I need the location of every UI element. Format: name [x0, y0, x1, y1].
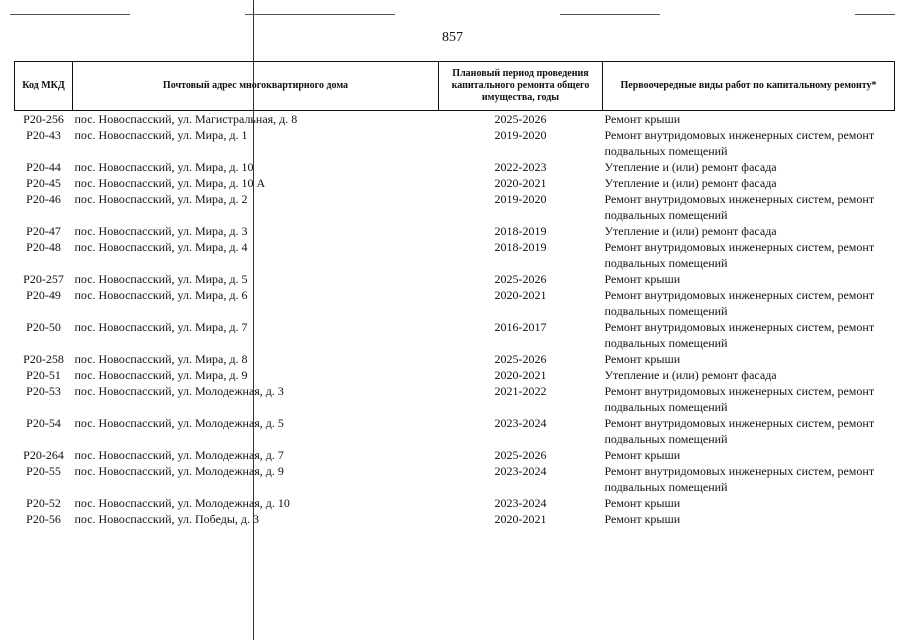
cell-works: Утепление и (или) ремонт фасада [604, 368, 777, 382]
cell-address: пос. Новоспасский, ул. Мира, д. 7 [74, 320, 248, 334]
cell-address: пос. Новоспасский, ул. Молодежная, д. 3 [74, 384, 284, 398]
scan-artifact-dash [560, 14, 660, 15]
cell-code: Р20-48 [26, 240, 61, 254]
cell-works: Ремонт внутридомовых инженерных систем, ремонт подвальных помещений [604, 416, 875, 446]
header-period: Плановый период проведения капитального ремонта общего имущества, годы [439, 62, 603, 111]
table-row [15, 463, 895, 495]
cell-address: пос. Новоспасский, ул. Мира, д. 9 [74, 368, 248, 382]
table-row [15, 127, 895, 159]
cell-works: Утепление и (или) ремонт фасада [604, 160, 777, 174]
cell-code: Р20-50 [26, 320, 61, 334]
table-row [15, 447, 895, 463]
cell-code: Р20-51 [26, 368, 61, 382]
cell-address: пос. Новоспасский, ул. Магистральная, д. 8 [74, 112, 298, 126]
cell-code: Р20-49 [26, 288, 61, 302]
cell-works: Утепление и (или) ремонт фасада [604, 176, 777, 190]
cell-code: Р20-44 [26, 160, 61, 174]
cell-period: 2019-2020 [494, 192, 547, 206]
cell-period: 2019-2020 [494, 128, 547, 142]
cell-code: Р20-55 [26, 464, 61, 478]
cell-works: Утепление и (или) ремонт фасада [604, 224, 777, 238]
header-code: Код МКД [15, 62, 73, 111]
scan-artifact-dash [245, 14, 395, 15]
cell-works: Ремонт внутридомовых инженерных систем, ремонт подвальных помещений [604, 320, 875, 350]
table-row [15, 415, 895, 447]
cell-period: 2020-2021 [494, 368, 547, 382]
cell-code: Р20-256 [23, 112, 64, 126]
cell-address: пос. Новоспасский, ул. Мира, д. 10 А [74, 176, 266, 190]
table-row [15, 383, 895, 415]
cell-address: пос. Новоспасский, ул. Молодежная, д. 7 [74, 448, 284, 462]
page-number: 857 [442, 30, 463, 45]
cell-code: Р20-54 [26, 416, 61, 430]
table-row [15, 175, 895, 191]
table-row [15, 159, 895, 175]
cell-period: 2025-2026 [494, 448, 547, 462]
cell-code: Р20-43 [26, 128, 61, 142]
cell-period: 2018-2019 [494, 240, 547, 254]
cell-period: 2021-2022 [494, 384, 547, 398]
table-header-row [15, 62, 895, 111]
cell-code: Р20-264 [23, 448, 64, 462]
table-row [15, 111, 895, 128]
cell-address: пос. Новоспасский, ул. Мира, д. 2 [74, 192, 248, 206]
cell-works: Ремонт внутридомовых инженерных систем, ремонт подвальных помещений [604, 384, 875, 414]
cell-works: Ремонт крыши [604, 112, 681, 126]
cell-works: Ремонт крыши [604, 272, 681, 286]
cell-code: Р20-46 [26, 192, 61, 206]
table-row [15, 287, 895, 319]
table-row [15, 271, 895, 287]
cell-period: 2016-2017 [494, 320, 547, 334]
cell-period: 2023-2024 [494, 416, 547, 430]
cell-period: 2022-2023 [494, 160, 547, 174]
cell-works: Ремонт внутридомовых инженерных систем, ремонт подвальных помещений [604, 288, 875, 318]
cell-works: Ремонт внутридомовых инженерных систем, ремонт подвальных помещений [604, 128, 875, 158]
cell-code: Р20-258 [23, 352, 64, 366]
cell-period: 2023-2024 [494, 464, 547, 478]
cell-period: 2025-2026 [494, 112, 547, 126]
cell-address: пос. Новоспасский, ул. Мира, д. 3 [74, 224, 248, 238]
cell-period: 2020-2021 [494, 512, 547, 526]
cell-code: Р20-45 [26, 176, 61, 190]
cell-period: 2025-2026 [494, 272, 547, 286]
table-row [15, 191, 895, 223]
table-body [15, 111, 895, 528]
scan-artifact-dash [10, 14, 130, 15]
cell-code: Р20-52 [26, 496, 61, 510]
table-row [15, 223, 895, 239]
cell-address: пос. Новоспасский, ул. Мира, д. 10 [74, 160, 254, 174]
cell-works: Ремонт крыши [604, 512, 681, 526]
cell-works: Ремонт крыши [604, 352, 681, 366]
cell-address: пос. Новоспасский, ул. Молодежная, д. 5 [74, 416, 284, 430]
table-row [15, 319, 895, 351]
cell-period: 2023-2024 [494, 496, 547, 510]
cell-address: пос. Новоспасский, ул. Победы, д. 3 [74, 512, 260, 526]
cell-code: Р20-56 [26, 512, 61, 526]
cell-code: Р20-53 [26, 384, 61, 398]
cell-address: пос. Новоспасский, ул. Молодежная, д. 9 [74, 464, 284, 478]
cell-works: Ремонт крыши [604, 448, 681, 462]
header-works: Первоочередные виды работ по капитальному ремонту* [603, 62, 895, 111]
cell-address: пос. Новоспасский, ул. Мира, д. 5 [74, 272, 248, 286]
scan-artifact-dash [855, 14, 895, 15]
cell-address: пос. Новоспасский, ул. Мира, д. 6 [74, 288, 248, 302]
cell-works: Ремонт внутридомовых инженерных систем, ремонт подвальных помещений [604, 464, 875, 494]
header-address: Почтовый адрес многоквартирного дома [73, 62, 439, 111]
repair-schedule-table [14, 61, 895, 527]
cell-address: пос. Новоспасский, ул. Мира, д. 1 [74, 128, 248, 142]
table-row [15, 511, 895, 527]
cell-code: Р20-257 [23, 272, 64, 286]
cell-address: пос. Новоспасский, ул. Мира, д. 8 [74, 352, 248, 366]
cell-address: пос. Новоспасский, ул. Молодежная, д. 10 [74, 496, 290, 510]
cell-address: пос. Новоспасский, ул. Мира, д. 4 [74, 240, 248, 254]
cell-works: Ремонт внутридомовых инженерных систем, ремонт подвальных помещений [604, 240, 875, 270]
cell-period: 2018-2019 [494, 224, 547, 238]
cell-works: Ремонт крыши [604, 496, 681, 510]
cell-period: 2020-2021 [494, 176, 547, 190]
table-row [15, 495, 895, 511]
table-row [15, 367, 895, 383]
cell-code: Р20-47 [26, 224, 61, 238]
table-row [15, 351, 895, 367]
cell-period: 2020-2021 [494, 288, 547, 302]
cell-works: Ремонт внутридомовых инженерных систем, ремонт подвальных помещений [604, 192, 875, 222]
table-row [15, 239, 895, 271]
cell-period: 2025-2026 [494, 352, 547, 366]
